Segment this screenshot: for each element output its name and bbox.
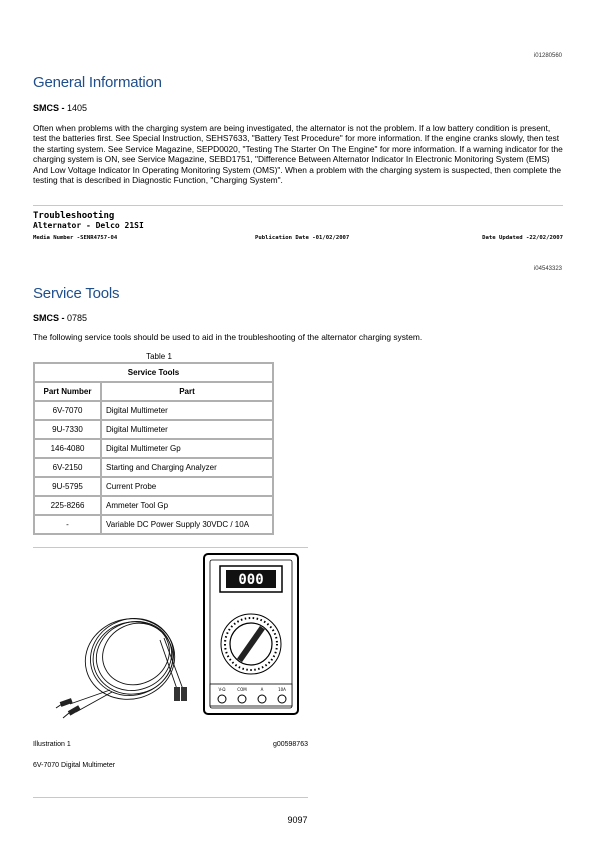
smcs-label: SMCS - — [33, 103, 65, 113]
part-name-cell: Ammeter Tool Gp — [101, 496, 273, 515]
general-information-paragraph: Often when problems with the charging system are being investigated, the alternator is not the problem. If a low battery condition is present, test the batteries first. See Special Instruction, SEHS7633, "Battery Test Procedure" for more information. If the engine cranks slowly, then test the starting system. See Service Magazine, SEPD0020, "Testing The Starter On The Engine" for more information. If a warning indicator for the charging system is ON, see Service Magazine, SEBD1751, "Difference Between Alternator Indicator In Electronic Monitoring System (EMS) And Low Voltage Indicator In Operating Monitoring System (OMS)". When a problem with the charging system is suspected, then complete the testing that is described in Diagnostic Function, "Charging System". — [33, 123, 563, 186]
document-id: i04543323 — [533, 266, 562, 272]
multimeter-body — [204, 554, 298, 714]
part-number-cell: 6V-7070 — [34, 401, 101, 420]
section-title-service-tools: Service Tools — [33, 285, 120, 302]
smcs-label: SMCS - — [33, 313, 65, 323]
part-number-cell: - — [34, 515, 101, 534]
part-name-cell: Starting and Charging Analyzer — [101, 458, 273, 477]
part-number-cell: 146-4080 — [34, 439, 101, 458]
illustration-caption: 6V-7070 Digital Multimeter — [33, 762, 116, 769]
part-number-cell: 9U-5795 — [34, 477, 101, 496]
test-leads-image — [70, 607, 184, 712]
date-updated: Date Updated -22/02/2007 — [482, 235, 563, 241]
smcs-line — [33, 103, 87, 113]
table-row — [34, 401, 273, 420]
jack-label: V-Ω — [218, 687, 226, 692]
part-number-cell: 225-8266 — [34, 496, 101, 515]
smcs-code: 0785 — [67, 313, 88, 323]
document-id: i01280560 — [533, 53, 562, 59]
divider — [33, 205, 563, 206]
document-subtitle: Alternator - Delco 21SI — [33, 221, 144, 230]
part-name-cell: Digital Multimeter — [101, 401, 273, 420]
part-number-cell: 9U-7330 — [34, 420, 101, 439]
document-category: Troubleshooting — [33, 211, 115, 221]
table-row — [34, 477, 273, 496]
jack-label: 10A — [278, 687, 286, 692]
part-number-cell: 6V-2150 — [34, 458, 101, 477]
probe-tips — [56, 687, 187, 718]
part-name-cell: Current Probe — [101, 477, 273, 496]
divider — [33, 797, 308, 798]
illustration-label: Illustration 1 — [33, 741, 71, 748]
media-number: Media Number -SENR4757-04 — [33, 235, 118, 241]
table-header-part-number: Part Number — [34, 382, 101, 401]
smcs-line — [33, 313, 87, 323]
graphic-id: g00598763 — [272, 741, 308, 748]
display-reading: 000 — [238, 572, 264, 588]
part-name-cell: Digital Multimeter Gp — [101, 439, 273, 458]
table-row — [34, 458, 273, 477]
table-title: Service Tools — [34, 363, 273, 382]
part-name-cell: Digital Multimeter — [101, 420, 273, 439]
jack-label: COM — [237, 687, 247, 692]
jack-label: A — [260, 687, 264, 692]
table-row — [34, 496, 273, 515]
table-row — [34, 439, 273, 458]
section-title-general-information: General Information — [33, 74, 162, 91]
service-tools-paragraph: The following service tools should be used to aid in the troubleshooting of the alternator charging system. — [33, 332, 423, 342]
divider — [33, 547, 308, 548]
service-tools-table — [33, 362, 274, 535]
table-caption: Table 1 — [146, 352, 172, 361]
table-header-part: Part — [101, 382, 273, 401]
part-name-cell: Variable DC Power Supply 30VDC / 10A — [101, 515, 273, 534]
table-row — [34, 420, 273, 439]
smcs-code: 1405 — [67, 103, 88, 113]
publication-date: Publication Date -01/02/2007 — [255, 235, 350, 241]
table-row — [34, 515, 273, 534]
digital-multimeter-illustration — [50, 552, 300, 730]
page-number: 9097 — [287, 815, 308, 825]
